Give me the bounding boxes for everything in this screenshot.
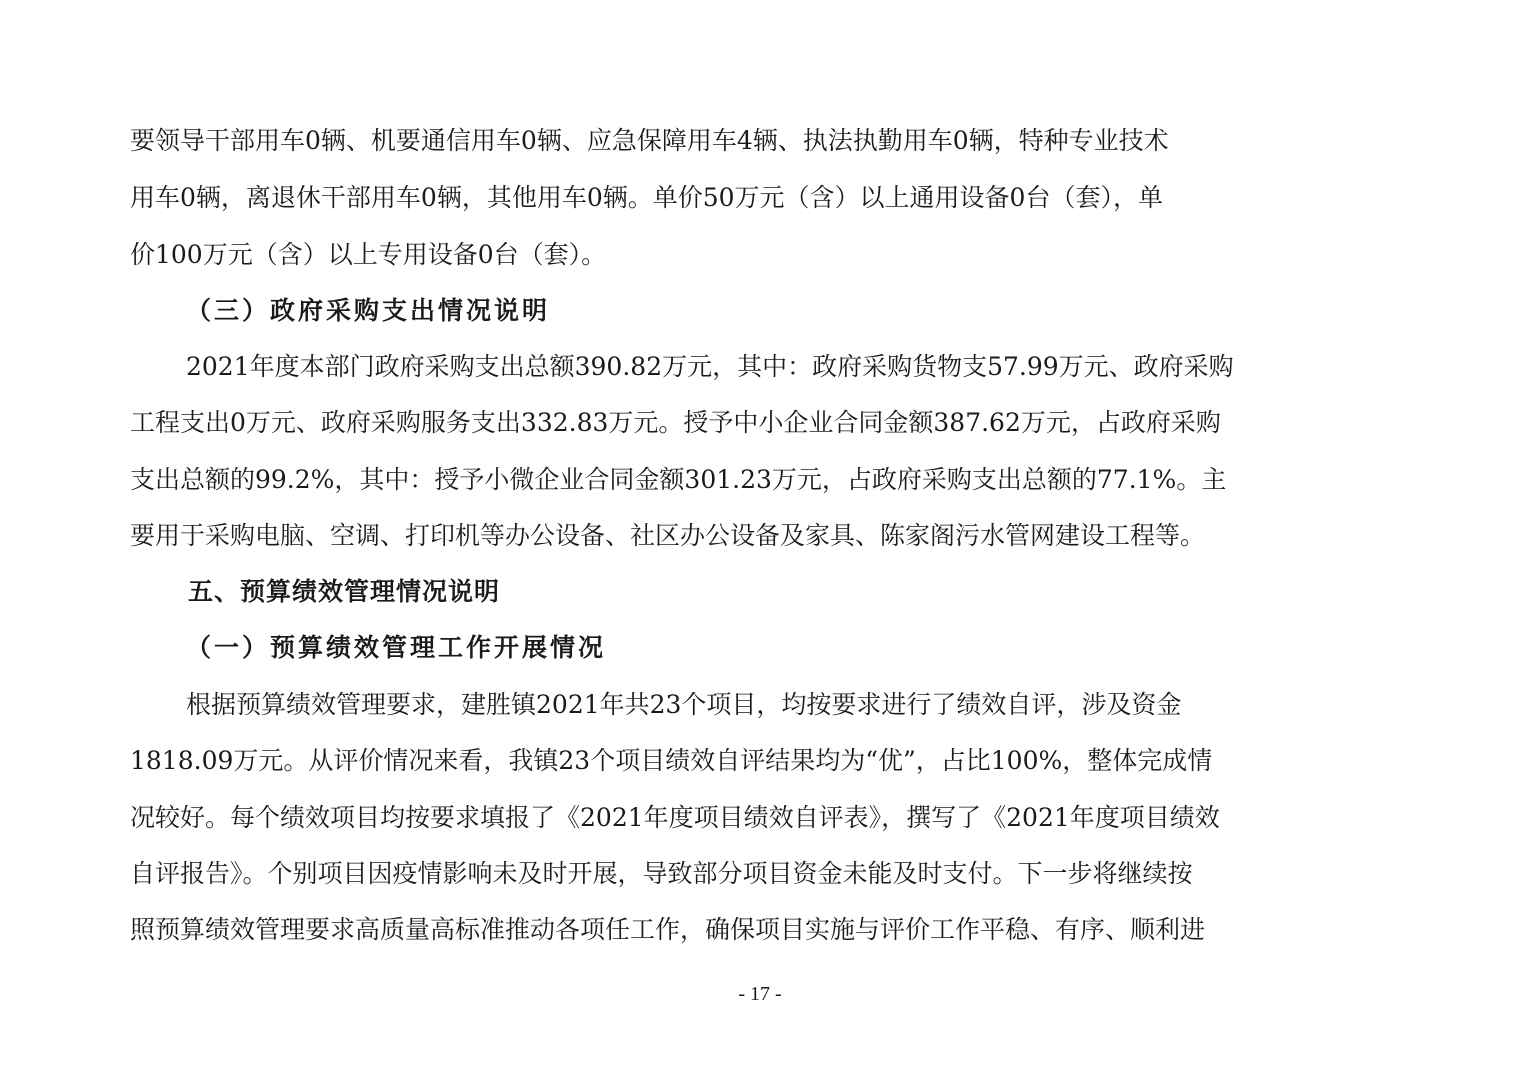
heading-text: （三）政府采购支出情况说明 xyxy=(186,296,551,325)
body-text-line xyxy=(130,460,1392,500)
body-text-line xyxy=(130,798,1392,838)
body-text: 用车0辆，离退休干部用车0辆，其他用车0辆。单价50万元（含）以上通用设备0台（套），单 xyxy=(130,183,1163,212)
body-text-line xyxy=(130,854,1392,894)
body-text-line xyxy=(130,741,1392,781)
body-text: 根据预算绩效管理要求，建胜镇2021年共23个项目，均按要求进行了绩效自评，涉及资金 xyxy=(186,690,1182,719)
body-text: 要用于采购电脑、空调、打印机等办公设备、社区办公设备及家具、陈家阁污水管网建设工程等。 xyxy=(130,521,1206,550)
body-text: 自评报告》。个别项目因疫情影响未及时开展，导致部分项目资金未能及时支付。下一步将继续按 xyxy=(130,859,1193,888)
body-text: 价100万元（含）以上专用设备0台（套）。 xyxy=(130,240,607,269)
heading-text: 五、预算绩效管理情况说明 xyxy=(188,577,501,606)
body-text-line xyxy=(130,121,1392,161)
body-text: 工程支出0万元、政府采购服务支出332.83万元。授予中小企业合同金额387.62万元，占政府采购 xyxy=(130,408,1221,437)
body-text: 2021年度本部门政府采购支出总额390.82万元，其中：政府采购货物支57.99万元、政府采购 xyxy=(186,352,1234,381)
body-text-line xyxy=(186,685,1392,725)
body-text: 况较好。每个绩效项目均按要求填报了《2021年度项目绩效自评表》，撰写了《2021年度项目绩效 xyxy=(130,803,1220,832)
body-text: 要领导干部用车0辆、机要通信用车0辆、应急保障用车4辆、执法执勤用车0辆，特种专业技术 xyxy=(130,126,1169,155)
body-text-line xyxy=(130,235,1392,275)
body-text-line xyxy=(130,516,1392,556)
section-heading-procurement xyxy=(186,291,1448,331)
body-text: 照预算绩效管理要求高质量高标准推动各项任工作，确保项目实施与评价工作平稳、有序、顺利进 xyxy=(130,915,1206,944)
subsection-heading-performance-work xyxy=(186,628,1448,668)
body-text-line xyxy=(130,178,1392,218)
section-heading-performance xyxy=(188,572,1450,612)
body-text: 支出总额的99.2%，其中：授予小微企业合同金额301.23万元，占政府采购支出总额的77.1%。主 xyxy=(130,465,1227,494)
body-text-line xyxy=(130,403,1392,443)
heading-text: （一）预算绩效管理工作开展情况 xyxy=(186,633,607,662)
body-text-line xyxy=(130,910,1392,950)
body-text: 1818.09万元。从评价情况来看，我镇23个项目绩效自评结果均为“优”，占比100%，整体完成情 xyxy=(130,746,1213,775)
page-number: - 17 - xyxy=(738,983,782,1005)
body-text-line xyxy=(186,347,1392,387)
